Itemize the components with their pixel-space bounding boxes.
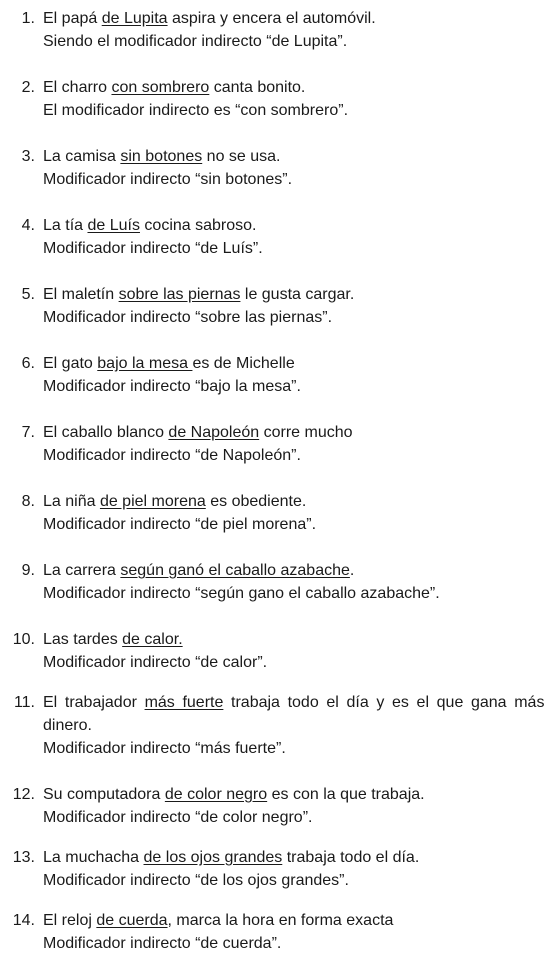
sentence-end: canta bonito.: [209, 79, 306, 96]
sentence-line: [43, 909, 483, 932]
item-number: 5.: [21, 286, 35, 303]
item-number: 6.: [21, 355, 35, 372]
sentence-line: [43, 628, 483, 651]
item-number: 10.: [12, 631, 35, 648]
sentence-line: [43, 783, 483, 806]
item-text: [43, 490, 483, 536]
underlined-modifier: de piel morena: [99, 493, 206, 510]
sentence-end: .: [349, 562, 355, 579]
sentence-end: es obediente.: [205, 493, 307, 510]
underlined-modifier: de Luís: [87, 217, 140, 234]
item-number: 4.: [21, 217, 35, 234]
underlined-modifier: según ganó el caballo azabache: [120, 562, 350, 579]
item-text: [43, 283, 483, 329]
sentence-line: [43, 283, 483, 306]
underlined-modifier: de color negro: [164, 786, 268, 803]
sentence-start: El papá: [43, 10, 102, 27]
underlined-modifier: de los ojos grandes: [143, 849, 283, 866]
explanation-line: Modificador indirecto “de los ojos grandes”.: [43, 872, 349, 889]
item-number: 2.: [21, 79, 35, 96]
explanation-line: Modificador indirecto “de Napoleón”.: [43, 447, 301, 464]
sentence-end: trabaja todo el día.: [282, 849, 420, 866]
explanation-line: Modificador indirecto “sin botones”.: [43, 171, 293, 188]
sentence-start: Su computadora: [43, 786, 165, 803]
explanation-line: Modificador indirecto “de color negro”.: [43, 809, 313, 826]
sentence-end: es con la que trabaja.: [267, 786, 425, 803]
underlined-modifier: sobre las piernas: [118, 286, 241, 303]
sentence-line: [43, 421, 483, 444]
sentence-line: [43, 7, 483, 30]
sentence-start: El gato: [43, 355, 98, 372]
item-text: [43, 628, 483, 674]
sentence-start: Las tardes: [43, 631, 123, 648]
underlined-modifier: de calor.: [122, 631, 183, 648]
sentence-line: [43, 490, 483, 513]
item-number: 13.: [12, 849, 35, 866]
sentence-end: , marca la hora en forma exacta: [167, 912, 394, 929]
sentence-end: corre mucho: [259, 424, 353, 441]
sentence-line: [43, 846, 483, 869]
sentence-start: La tía: [43, 217, 88, 234]
underlined-modifier: de Lupita: [101, 10, 168, 27]
item-text: [43, 352, 483, 398]
sentence-end: cocina sabroso.: [139, 217, 257, 234]
item-number: 9.: [21, 562, 35, 579]
item-number: 11.: [13, 694, 35, 711]
item-number: 8.: [21, 493, 35, 510]
sentence-end: le gusta cargar.: [240, 286, 355, 303]
explanation-line: Modificador indirecto “más fuerte”.: [43, 740, 286, 757]
sentence-start: La camisa: [43, 148, 121, 165]
underlined-modifier: bajo la mesa: [97, 355, 193, 372]
underlined-modifier: sin botones: [120, 148, 203, 165]
item-number: 3.: [21, 148, 35, 165]
item-text: [43, 909, 483, 955]
sentence-start: El charro: [43, 79, 112, 96]
explanation-line: Modificador indirecto “de cuerda”.: [43, 935, 282, 952]
sentence-line: [43, 145, 483, 168]
explanation-line: Modificador indirecto “sobre las piernas”.: [43, 309, 333, 326]
item-text: [43, 691, 544, 760]
sentence-start: El maletín: [43, 286, 119, 303]
underlined-modifier: más fuerte: [144, 694, 224, 711]
sentence-start: La muchacha: [43, 849, 144, 866]
explanation-line: El modificador indirecto es “con sombrero”.: [43, 102, 349, 119]
item-text: [43, 145, 483, 191]
item-text: [43, 214, 483, 260]
explanation-line: Modificador indirecto “de calor”.: [43, 654, 268, 671]
sentence-line: [43, 559, 483, 582]
explanation-line: Modificador indirecto “según gano el caballo azabache”.: [43, 585, 440, 602]
item-text: [43, 7, 483, 53]
sentence-line: [43, 352, 483, 375]
sentence-end: es de Michelle: [192, 355, 295, 372]
item-number: 12.: [12, 786, 35, 803]
explanation-line: Modificador indirecto “bajo la mesa”.: [43, 378, 301, 395]
underlined-modifier: de Napoleón: [168, 424, 260, 441]
sentence-start: El trabajador: [43, 694, 145, 711]
item-text: [43, 783, 483, 829]
sentence-end: trabaja todo el día y es el que gana más: [223, 694, 544, 711]
underlined-modifier: de cuerda: [96, 912, 168, 929]
explanation-line: Modificador indirecto “de Luís”.: [43, 240, 263, 257]
item-text: [43, 559, 483, 605]
item-text: [43, 76, 483, 122]
sentence-start: El caballo blanco: [43, 424, 169, 441]
item-number: 7.: [21, 424, 35, 441]
underlined-modifier: con sombrero: [111, 79, 210, 96]
sentence-line: [43, 214, 483, 237]
item-text: [43, 846, 483, 892]
explanation-line: Modificador indirecto “de piel morena”.: [43, 516, 317, 533]
sentence-line: [43, 691, 544, 714]
sentence-start: El reloj: [43, 912, 97, 929]
sentence-end: no se usa.: [202, 148, 281, 165]
sentence-start: La niña: [43, 493, 100, 510]
item-text: [43, 421, 483, 467]
explanation-line: Siendo el modificador indirecto “de Lupita”.: [43, 33, 348, 50]
sentence-end: aspira y encera el automóvil.: [167, 10, 376, 27]
sentence-start: La carrera: [43, 562, 121, 579]
item-number: 14.: [12, 912, 35, 929]
sentence-continuation: dinero.: [43, 717, 92, 734]
item-number: 1.: [21, 10, 35, 27]
sentence-line: [43, 76, 483, 99]
